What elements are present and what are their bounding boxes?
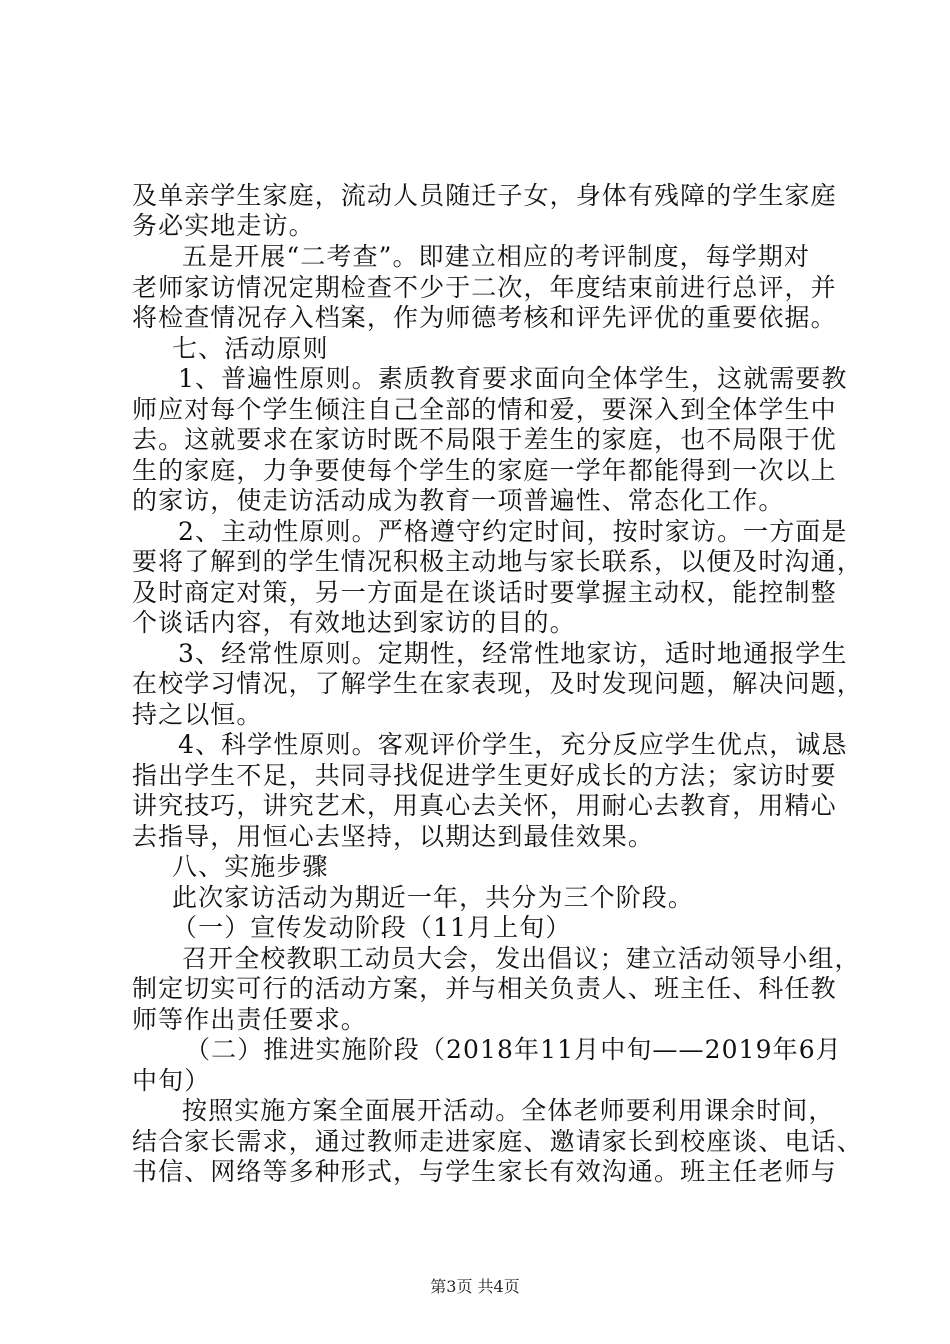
text-line: 师等作出责任要求。	[132, 1005, 367, 1034]
text-line: 去指导，用恒心去坚持，以期达到最佳效果。	[132, 822, 655, 851]
subsection-heading: （二）推进实施阶段（2018年11月中旬——2019年6月	[185, 1035, 842, 1064]
text-line: 制定切实可行的活动方案，并与相关负责人、班主任、科任教	[132, 974, 837, 1003]
text-line: 生的家庭，力争要使每个学生的家庭一学年都能得到一次以上	[132, 456, 837, 485]
text-line: 指出学生不足，共同寻找促进学生更好成长的方法；家访时要	[132, 761, 837, 790]
text-line: 持之以恒。	[132, 700, 263, 729]
text-line: 师应对每个学生倾注自己全部的情和爱，要深入到全体学生中	[132, 395, 837, 424]
subsection-heading: （一）宣传发动阶段（11月上旬）	[172, 913, 572, 942]
text-line: 的家访，使走访活动成为教育一项普遍性、常态化工作。	[132, 486, 785, 515]
text-line: 要将了解到的学生情况积极主动地与家长联系，以便及时沟通，	[132, 547, 863, 576]
text-line: 此次家访活动为期近一年，共分为三个阶段。	[172, 883, 695, 912]
text-line: 3、经常性原则。定期性，经常性地家访，适时地通报学生	[178, 639, 848, 668]
text-line: 老师家访情况定期检查不少于二次，年度结束前进行总评，并	[132, 273, 837, 302]
text-line: 个谈话内容，有效地达到家访的目的。	[132, 608, 576, 637]
section-heading: 八、实施步骤	[172, 852, 329, 881]
text-line: 中旬）	[132, 1066, 211, 1095]
section-heading: 七、活动原则	[172, 334, 329, 363]
text-line: 务必实地走访。	[132, 211, 315, 240]
text-line: 4、科学性原则。客观评价学生，充分反应学生优点，诚恳	[178, 730, 848, 759]
text-line: 2、主动性原则。严格遵守约定时间，按时家访。一方面是	[178, 517, 848, 546]
text-line: 在校学习情况，了解学生在家表现，及时发现问题，解决问题，	[132, 669, 863, 698]
text-line: 按照实施方案全面展开活动。全体老师要利用课余时间，	[182, 1096, 835, 1125]
text-line: 1、普遍性原则。素质教育要求面向全体学生，这就需要教	[178, 364, 848, 393]
page-number-footer: 第3页 共4页	[430, 1277, 520, 1296]
text-line: 及单亲学生家庭，流动人员随迁子女，身体有残障的学生家庭	[132, 181, 837, 210]
text-line: 将检查情况存入档案，作为师德考核和评先评优的重要依据。	[132, 303, 837, 332]
text-line: 召开全校教职工动员大会，发出倡议；建立活动领导小组，	[182, 944, 861, 973]
text-line: 结合家长需求，通过教师走进家庭、邀请家长到校座谈、电话、	[132, 1127, 863, 1156]
text-line: 讲究技巧，讲究艺术，用真心去关怀，用耐心去教育，用精心	[132, 791, 837, 820]
text-line: 及时商定对策，另一方面是在谈话时要掌握主动权，能控制整	[132, 578, 837, 607]
text-line: 书信、网络等多种形式，与学生家长有效沟通。班主任老师与	[132, 1157, 837, 1186]
text-line: 去。这就要求在家访时既不局限于差生的家庭，也不局限于优	[132, 425, 837, 454]
text-line: 五是开展“二考查”。即建立相应的考评制度，每学期对	[182, 242, 811, 271]
